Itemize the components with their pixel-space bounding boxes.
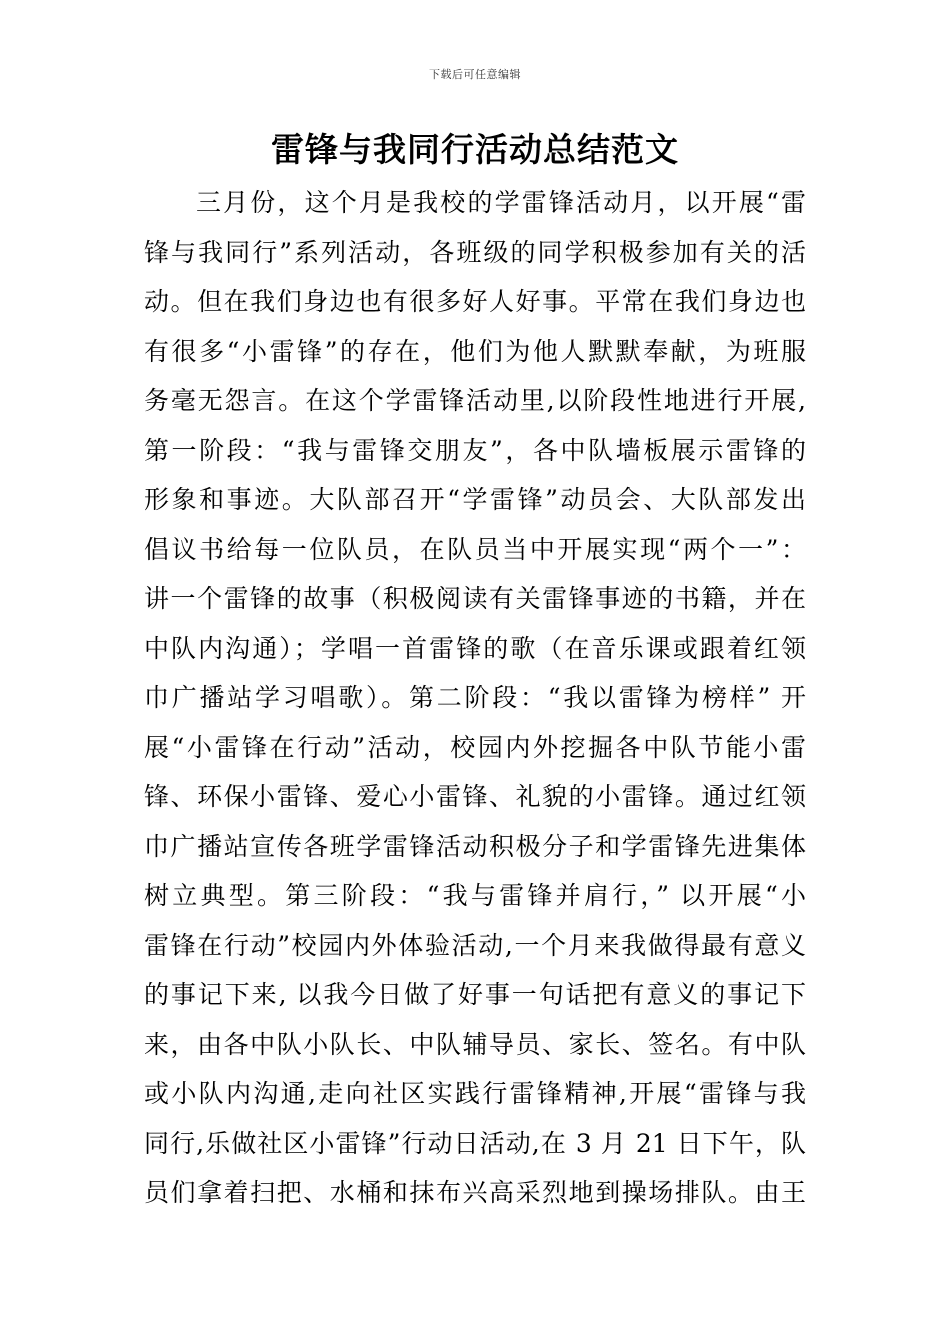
document-body	[144, 178, 806, 1218]
body-line: 第一阶段：“我与雷锋交朋友”，各中队墙板展示雷锋的	[144, 435, 806, 465]
body-line: 的事记下来, 以我今日做了好事一句话把有意义的事记下	[144, 980, 806, 1009]
body-line: 三月份，这个月是我校的学雷锋活动月，以开展“雷	[196, 188, 806, 217]
body-line: 动。但在我们身边也有很多好人好事。平常在我们身边也	[144, 287, 806, 316]
body-line: 树立典型。第三阶段：“我与雷锋并肩行，” 以开展“小	[144, 881, 806, 910]
body-line: 务毫无怨言。在这个学雷锋活动里,以阶段性地进行开展,	[144, 386, 806, 415]
body-line: 锋与我同行”系列活动，各班级的同学积极参加有关的活	[144, 237, 806, 267]
body-line: 来，由各中队小队长、中队辅导员、家长、签名。有中队	[144, 1029, 806, 1059]
body-line: 中队内沟通）；学唱一首雷锋的歌（在音乐课或跟着红领	[144, 633, 806, 663]
body-line: 有很多“小雷锋”的存在，他们为他人默默奉献，为班服	[144, 336, 806, 366]
body-line: 巾广播站学习唱歌）。第二阶段：“我以雷锋为榜样” 开	[144, 683, 806, 712]
body-line: 展“小雷锋在行动”活动，校园内外挖掘各中队节能小雷	[144, 732, 806, 762]
body-line: 或小队内沟通,走向社区实践行雷锋精神,开展“雷锋与我	[144, 1079, 806, 1108]
body-line: 员们拿着扫把、水桶和抹布兴高采烈地到操场排队。由王	[144, 1178, 806, 1207]
body-line: 雷锋在行动”校园内外体验活动,一个月来我做得最有意义	[144, 930, 806, 960]
body-line: 形象和事迹。大队部召开“学雷锋”动员会、大队部发出	[144, 485, 806, 514]
body-line: 锋、环保小雷锋、爱心小雷锋、礼貌的小雷锋。通过红领	[144, 782, 806, 811]
body-line: 巾广播站宣传各班学雷锋活动积极分子和学雷锋先进集体	[144, 831, 806, 861]
document-title: 雷锋与我同行活动总结范文	[271, 130, 679, 169]
body-line: 倡议书给每一位队员，在队员当中开展实现“两个一”：	[144, 534, 806, 564]
header-note: 下载后可任意编辑	[429, 68, 521, 81]
body-line: 讲一个雷锋的故事（积极阅读有关雷锋事迹的书籍，并在	[144, 584, 806, 613]
body-line: 同行,乐做社区小雷锋”行动日活动,在 3 月 21 日下午，队	[144, 1128, 806, 1158]
